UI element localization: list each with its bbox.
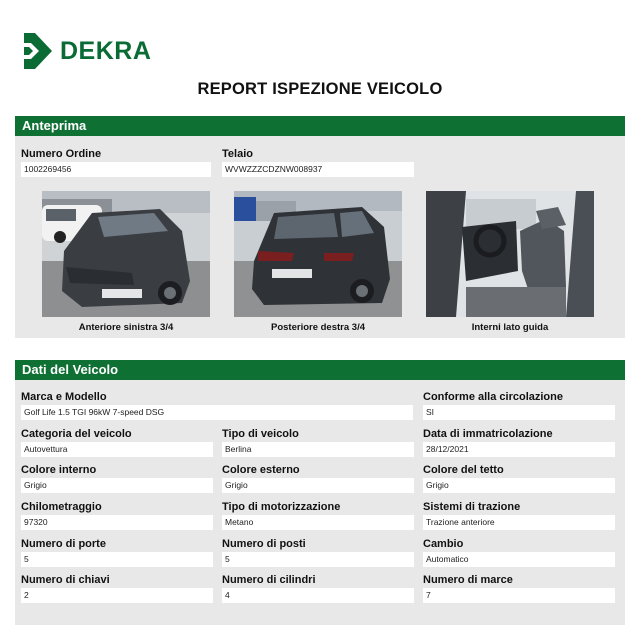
seats-field bbox=[222, 537, 414, 567]
interior-color-field bbox=[21, 463, 213, 493]
cylinders-label: Numero di cilindri bbox=[222, 574, 316, 586]
gearbox-label: Cambio bbox=[423, 538, 464, 550]
vehicle-type-field bbox=[222, 427, 414, 457]
photo-rear-right-image[interactable] bbox=[234, 191, 402, 317]
photo-front-left-image[interactable] bbox=[42, 191, 210, 317]
roof-color-label: Colore del tetto bbox=[423, 464, 504, 476]
make-model-field bbox=[21, 390, 413, 420]
car-interior-image bbox=[426, 191, 594, 317]
seats-value: 5 bbox=[222, 552, 414, 567]
cylinders-field bbox=[222, 573, 414, 603]
gearbox-value: Automatico bbox=[423, 552, 615, 567]
order-number-value: 1002269456 bbox=[21, 162, 211, 177]
chassis-field bbox=[222, 147, 414, 177]
registration-date-field bbox=[423, 427, 615, 457]
engine-type-label: Tipo di motorizzazione bbox=[222, 501, 341, 513]
dekra-logo bbox=[22, 33, 151, 69]
mileage-value: 97320 bbox=[21, 515, 213, 530]
photo-rear-right[interactable] bbox=[234, 191, 402, 333]
order-number-label: Numero Ordine bbox=[21, 148, 102, 160]
compliant-field bbox=[423, 390, 615, 420]
mileage-label: Chilometraggio bbox=[21, 501, 102, 513]
gears-field bbox=[423, 573, 615, 603]
keys-value: 2 bbox=[21, 588, 213, 603]
compliant-label: Conforme alla circolazione bbox=[423, 391, 563, 403]
photo-interior[interactable] bbox=[426, 191, 594, 333]
dekra-logo-icon bbox=[22, 33, 52, 69]
registration-date-label: Data di immatricolazione bbox=[423, 428, 553, 440]
vehicle-section-header: Dati del Veicolo bbox=[15, 360, 625, 380]
preview-section-header: Anteprima bbox=[15, 116, 625, 136]
interior-color-value: Grigio bbox=[21, 478, 213, 493]
gears-value: 7 bbox=[423, 588, 615, 603]
keys-field bbox=[21, 573, 213, 603]
vehicle-type-label: Tipo di veicolo bbox=[222, 428, 299, 440]
order-number-field bbox=[21, 147, 211, 177]
traction-label: Sistemi di trazione bbox=[423, 501, 521, 513]
cylinders-value: 4 bbox=[222, 588, 414, 603]
engine-type-value: Metano bbox=[222, 515, 414, 530]
interior-color-label: Colore interno bbox=[21, 464, 97, 476]
gears-label: Numero di marce bbox=[423, 574, 513, 586]
vehicle-type-value: Berlina bbox=[222, 442, 414, 457]
vehicle-section bbox=[15, 360, 625, 625]
roof-color-value: Grigio bbox=[423, 478, 615, 493]
car-rear-image bbox=[234, 191, 402, 317]
compliant-value: SI bbox=[423, 405, 615, 420]
roof-color-field bbox=[423, 463, 615, 493]
car-front-image bbox=[42, 191, 210, 317]
photo-front-left-caption: Anteriore sinistra 3/4 bbox=[78, 322, 174, 333]
photo-front-left[interactable] bbox=[42, 191, 210, 333]
brand-name: DEKRA bbox=[60, 36, 152, 65]
make-model-label: Marca e Modello bbox=[21, 391, 107, 403]
category-field bbox=[21, 427, 213, 457]
make-model-value: Golf Life 1.5 TGI 96kW 7-speed DSG bbox=[21, 405, 413, 420]
seats-label: Numero di posti bbox=[222, 538, 306, 550]
mileage-field bbox=[21, 500, 213, 530]
registration-date-value: 28/12/2021 bbox=[423, 442, 615, 457]
traction-value: Trazione anteriore bbox=[423, 515, 615, 530]
exterior-color-value: Grigio bbox=[222, 478, 414, 493]
category-value: Autovettura bbox=[21, 442, 213, 457]
photo-rear-right-caption: Posteriore destra 3/4 bbox=[271, 322, 365, 333]
report-title: REPORT ISPEZIONE VEICOLO bbox=[197, 80, 443, 98]
category-label: Categoria del veicolo bbox=[21, 428, 132, 440]
exterior-color-label: Colore esterno bbox=[222, 464, 300, 476]
exterior-color-field bbox=[222, 463, 414, 493]
photo-interior-caption: Interni lato guida bbox=[471, 322, 549, 333]
chassis-label: Telaio bbox=[222, 148, 253, 160]
gearbox-field bbox=[423, 537, 615, 567]
doors-label: Numero di porte bbox=[21, 538, 106, 550]
chassis-value: WVWZZZCDZNW008937 bbox=[222, 162, 414, 177]
engine-type-field bbox=[222, 500, 414, 530]
doors-value: 5 bbox=[21, 552, 213, 567]
doors-field bbox=[21, 537, 213, 567]
traction-field bbox=[423, 500, 615, 530]
preview-section bbox=[15, 116, 625, 338]
photo-interior-image[interactable] bbox=[426, 191, 594, 317]
keys-label: Numero di chiavi bbox=[21, 574, 110, 586]
